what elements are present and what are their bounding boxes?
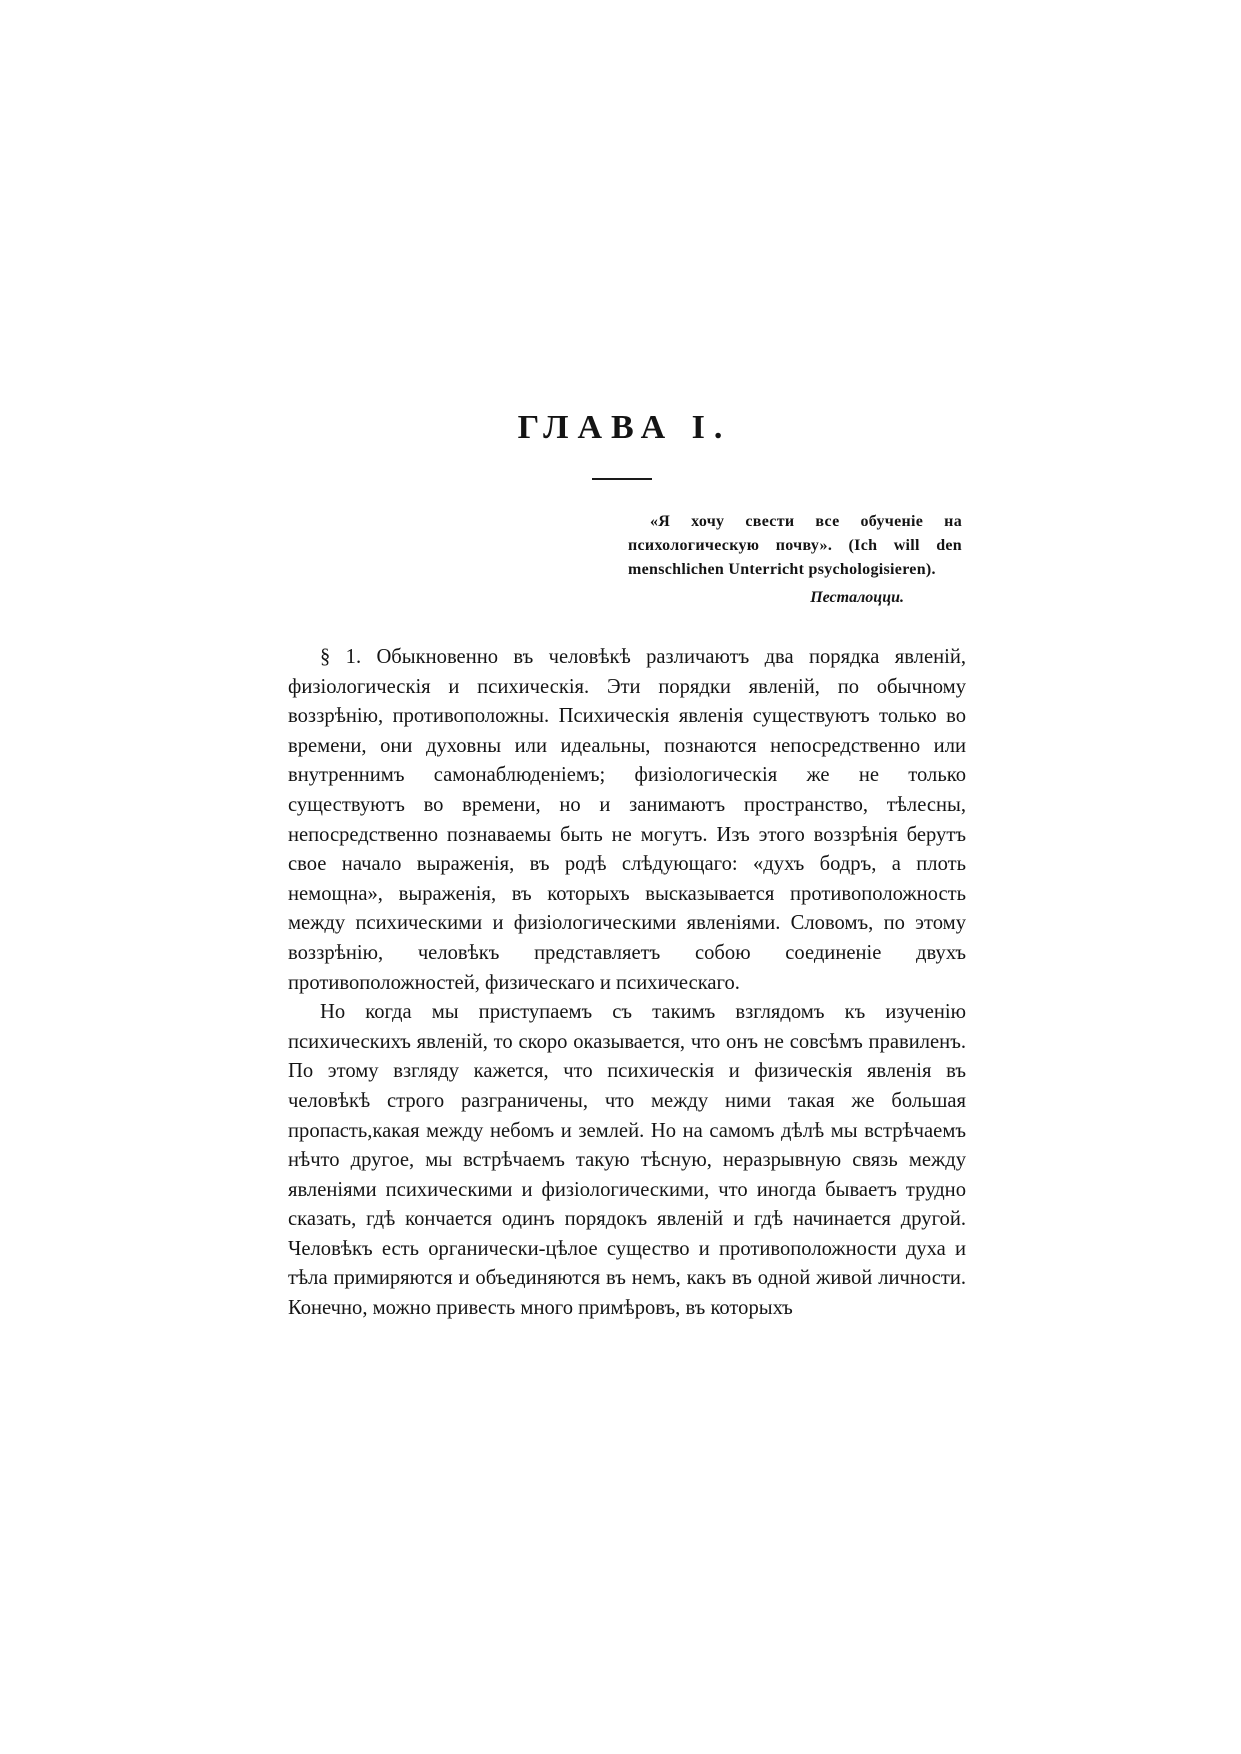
epigraph — [628, 510, 962, 610]
paragraph-2: Но когда мы приступаемъ съ такимъ взглядомъ къ изученію психическихъ явленій, то скоро оказывается, что онъ не совсѣмъ правиленъ. По этому взгляду кажется, что психическія и физическія явленія въ человѣкѣ строго разграничены, что между ними такая же большая пропасть,какая между небомъ и землей. Но на самомъ дѣлѣ мы встрѣчаемъ нѣчто другое, мы встрѣчаемъ такую тѣсную, неразрывную связь между явленіями психическими и физіологическими, что иногда бываетъ трудно сказать, гдѣ кончается одинъ порядокъ явленій и гдѣ начинается другой. Человѣкъ есть органически-цѣлое существо и противоположности духа и тѣла примиряются и объединяются въ немъ, какъ въ одной живой личности. Конечно, можно привесть много примѣровъ, въ которыхъ — [288, 1001, 966, 1320]
epigraph-author: Песталоцци. — [810, 589, 904, 606]
chapter-title: ГЛАВА I. — [517, 409, 732, 446]
epigraph-quote: «Я хочу свести все обученіе на психологическую почву». (Ich will den menschlichen Unterricht psychologisieren). — [628, 513, 962, 578]
paragraph-section-1: § 1. Обыкновенно въ человѣкѣ различаютъ два порядка явленій, физіологическія и психическія. Эти порядки явленій, по обычному воззрѣнію, противоположны. Психическія явленія существуютъ только во времени, они духовны или идеальны, познаются непосредственно или внутреннимъ самонаблюденіемъ; физіологическія же не только существуютъ во времени, но и занимаютъ пространство, тѣлесны, непосредственно познаваемы быть не могутъ. Изъ этого воззрѣнія берутъ свое начало выраженія, въ родѣ слѣдующаго: «духъ бодръ, а плоть немощна», выраженія, въ которыхъ высказывается противоположность между психическими и физіологическими явленіями. Словомъ, по этому воззрѣнію, человѣкъ представляетъ собою соединеніе двухъ противоположностей, физическаго и психическаго. — [288, 646, 966, 994]
title-divider — [592, 478, 652, 480]
body-text — [288, 643, 966, 1324]
